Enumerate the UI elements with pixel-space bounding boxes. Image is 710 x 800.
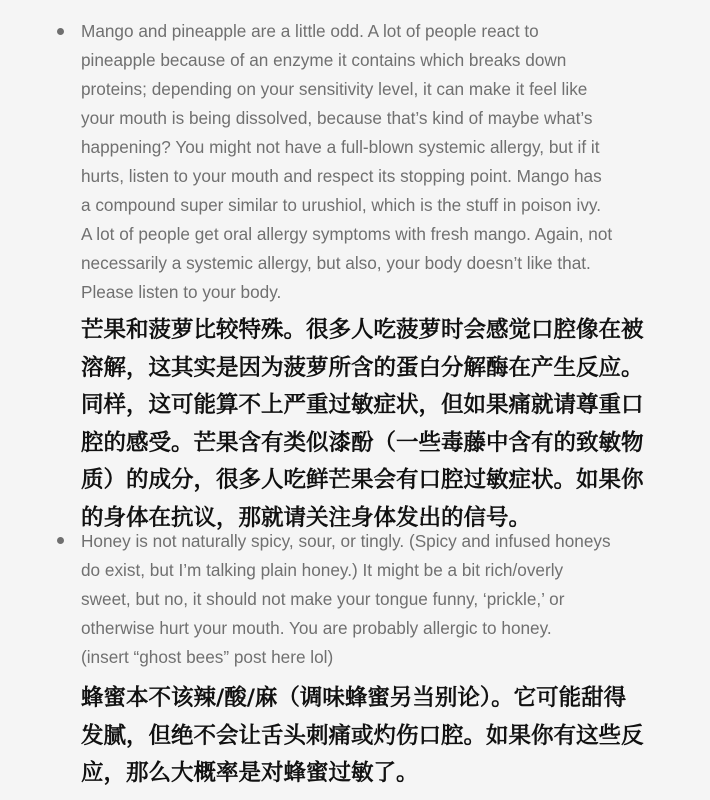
text-line: 应，那么大概率是对蜂蜜过敏了。 <box>81 760 419 786</box>
text-line: 腔的感受。芒果含有类似漆酚（一些毒藤中含有的致敏物 <box>81 429 644 456</box>
english-paragraph-1 <box>81 17 681 307</box>
bullet-point-1 <box>57 28 64 35</box>
text-line: 溶解，这其实是因为菠萝所含的蛋白分解酶在产生反应。 <box>81 354 644 381</box>
text-line: a compound super similar to urushiol, which is the stuff in poison ivy. <box>81 195 602 215</box>
text-line: 质）的成分，很多人吃鲜芒果会有口腔过敏症状。如果你 <box>81 467 644 493</box>
chinese-paragraph-2 <box>81 680 701 793</box>
english-paragraph-2 <box>81 527 681 672</box>
text-line: Please listen to your body. <box>81 282 282 302</box>
chinese-paragraph-1 <box>81 312 701 537</box>
text-line: 同样，这可能算不上严重过敏症状，但如果痛就请尊重口 <box>81 392 644 418</box>
text-line: otherwise hurt your mouth. You are probably allergic to honey. <box>81 618 552 638</box>
text-line: proteins; depending on your sensitivity level, it can make it feel like <box>81 79 588 99</box>
text-line: pineapple because of an enzyme it contains which breaks down <box>81 50 567 70</box>
text-line: Mango and pineapple are a little odd. A lot of people react to <box>81 21 539 41</box>
text-line: 芒果和菠萝比较特殊。很多人吃菠萝时会感觉口腔像在被 <box>81 317 644 343</box>
text-line: necessarily a systemic allergy, but also, your body doesn’t like that. <box>81 253 591 273</box>
text-line: 的身体在抗议，那就请关注身体发出的信号。 <box>81 504 532 531</box>
text-line: 发腻，但绝不会让舌头刺痛或灼伤口腔。如果你有这些反 <box>81 722 644 749</box>
text-line: happening? You might not have a full-blown systemic allergy, but if it <box>81 137 600 157</box>
bullet-point-2 <box>57 537 64 544</box>
text-line: sweet, but no, it should not make your tongue funny, ‘prickle,’ or <box>81 589 565 609</box>
text-line: hurts, listen to your mouth and respect its stopping point. Mango has <box>81 166 602 186</box>
text-line: do exist, but I’m talking plain honey.) It might be a bit rich/overly <box>81 560 564 580</box>
text-line: A lot of people get oral allergy symptoms with fresh mango. Again, not <box>81 224 613 244</box>
text-line: 蜂蜜本不该辣/酸/麻（调味蜂蜜另当别论）。它可能甜得 <box>81 685 627 711</box>
text-line: Honey is not naturally spicy, sour, or tingly. (Spicy and infused honeys <box>81 531 611 551</box>
text-line: your mouth is being dissolved, because that’s kind of maybe what’s <box>81 108 593 128</box>
text-line: (insert “ghost bees” post here lol) <box>81 647 334 667</box>
